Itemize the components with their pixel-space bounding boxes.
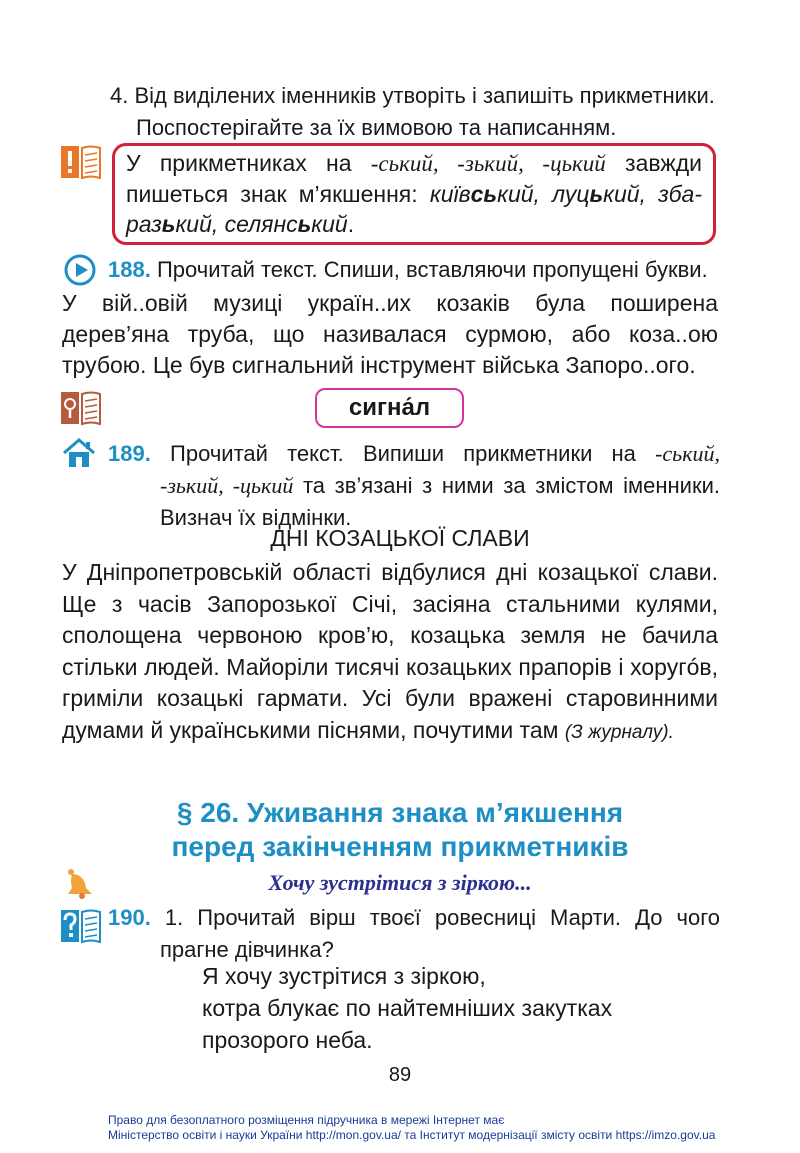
poem-line: прозорого неба. bbox=[202, 1027, 373, 1053]
ex188-number: 188. bbox=[108, 257, 151, 282]
ex189-text: У Дніпропетровській області відбулися дні козацької слави. Ще з часів Запорозької Січі, засіяна стальними кулями, сполощена червоною кров’ю, козацька земля не бачила стільки людей. Майоріли тисячі козацьких прапорів і хоругóв, гриміли козацькі гармати. Усі були вражені старовинними думами й українськими піснями, почутими там (З журналу). bbox=[62, 559, 718, 743]
lesson-subtitle: Хочу зустрітися з зіркою... bbox=[268, 870, 532, 895]
rule-text: У прикметниках на -ський, -зький, -цький завжди пишеться знак м’якшення: київський, луцький, зба- разький, селянський. bbox=[126, 150, 703, 237]
poem-line: котра блукає по найтемніших закутках bbox=[202, 995, 613, 1021]
dictionary-book-icon bbox=[60, 390, 102, 426]
source-note: (З журналу). bbox=[564, 721, 674, 743]
question-book-icon bbox=[60, 908, 102, 944]
ex190-number: 190. bbox=[108, 905, 151, 930]
text-title: ДНІ КОЗАЦЬКОЇ СЛАВИ bbox=[270, 525, 530, 551]
poem bbox=[202, 960, 722, 1056]
rule-book-icon bbox=[60, 144, 102, 180]
ex188-text: У вій..овій музиці україн..их козаків була поширена дерев’яна труба, що називалася сурмою, або коза..ою трубою. Це був сигнальний інструмент війська Запоро..ого. bbox=[62, 290, 718, 378]
home-icon bbox=[62, 438, 96, 468]
ex189-number: 189. bbox=[108, 441, 151, 466]
footer-line2: Міністерство освіти і науки України http://mon.gov.ua/ та Інститут модернізації змісту освіти https://imzo.gov.ua bbox=[108, 1128, 716, 1142]
footer bbox=[108, 1113, 748, 1143]
section-heading: § 26. Уживання знака м’якшення перед закінченням прикметників bbox=[171, 797, 629, 862]
task-4-line1: 4. Від виділених іменників утворіть і запишіть прикметники. bbox=[110, 83, 715, 108]
ex188-instruction: Прочитай текст. Спиши, вставляючи пропущені букви. bbox=[156, 257, 708, 282]
page-number: 89 bbox=[388, 1064, 412, 1086]
ex189-task: 189. Прочитай текст. Випиши прикметники на -ський, -зький, -цький та зв’язані з ними за змістом іменники. Визнач їх відмінки. bbox=[108, 441, 721, 530]
task-4 bbox=[110, 80, 730, 144]
ex188-task bbox=[108, 254, 718, 286]
task-4-line2: Поспостерігайте за їх вимовою та написанням. bbox=[136, 115, 617, 140]
ex190-task: 190. 1. Прочитай вірш твоєї ровесниці Марти. До чого прагне дівчинка? bbox=[108, 905, 720, 962]
footer-line1: Право для безоплатного розміщення підручника в мережі Інтернет має bbox=[108, 1113, 505, 1127]
poem-line: Я хочу зустрітися з зіркою, bbox=[202, 963, 486, 989]
play-icon bbox=[64, 254, 96, 286]
vocabulary-word-box: сигнал bbox=[315, 388, 464, 428]
